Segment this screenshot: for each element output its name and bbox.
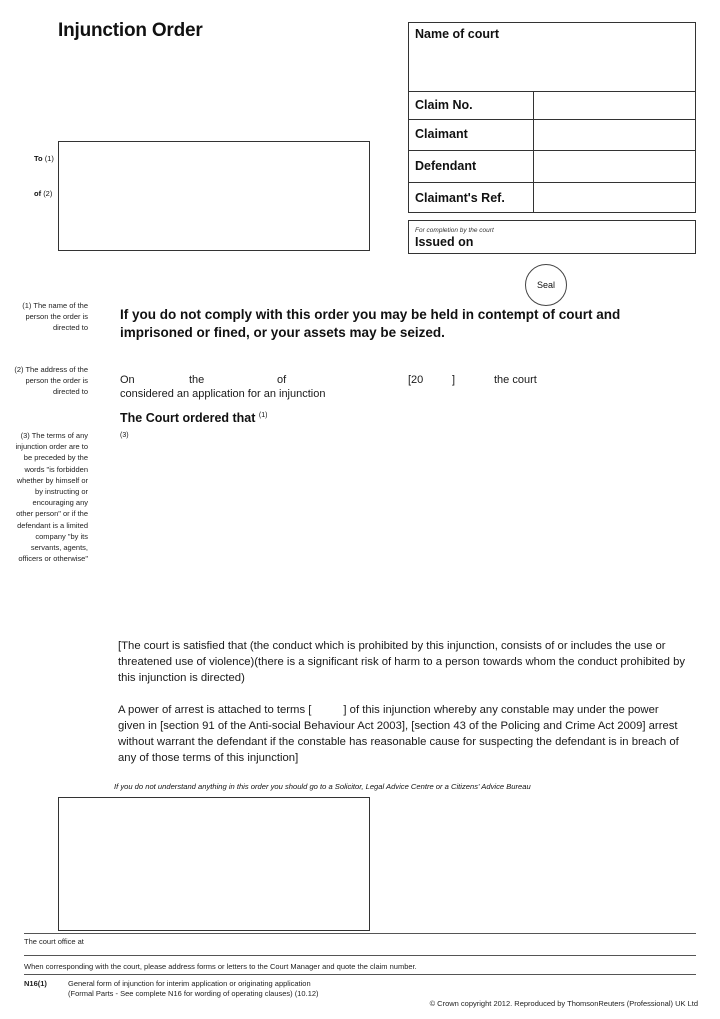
defendant-value-field[interactable]	[533, 151, 534, 182]
terms-marker: (3)	[120, 432, 129, 439]
footer-rule-3	[24, 974, 696, 975]
contempt-warning: If you do not comply with this order you may be held in contempt of court and imprisoned or fined, or your assets may be seized.	[120, 307, 621, 340]
claim-no-value-field[interactable]	[533, 92, 534, 119]
form-description-2: (Formal Parts - See complete N16 for wording of operating clauses) (10.12)	[68, 989, 319, 998]
claimants-ref-row	[409, 182, 695, 213]
issued-on-box[interactable]	[408, 220, 696, 254]
of-label-group	[34, 189, 52, 198]
application-on: On	[120, 374, 135, 386]
court-ordered-sup: (1)	[258, 411, 268, 419]
margin-note-3: (3) The terms of any injunction order are to be preceded by the words "is forbidden whether by himself or by instructing or encouraging any other person" or if the defendant is a limited company "by its servants, agents, officers or otherwise"	[15, 431, 88, 564]
court-ordered-heading	[120, 411, 267, 425]
application-year: [20	[408, 374, 424, 386]
to-label-group	[34, 154, 54, 163]
claimant-row	[409, 119, 695, 150]
application-bracket: ]	[452, 374, 456, 386]
of-marker: (2)	[43, 189, 53, 198]
court-ordered-text: The Court ordered that	[120, 411, 256, 425]
application-the: the	[189, 374, 205, 386]
advice-note: If you do not understand anything in this order you should go to a Solicitor, Legal Advice Centre or a Citizens' Advice Bureau	[114, 782, 531, 791]
claim-no-label: Claim No.	[415, 98, 473, 112]
form-description-1: General form of injunction for interim application or originating application	[68, 979, 311, 988]
defendant-row	[409, 150, 695, 182]
of-label: of	[34, 189, 42, 198]
recipient-box[interactable]	[58, 141, 370, 251]
form-code: N16(1)	[24, 979, 47, 988]
claimant-label: Claimant	[415, 127, 468, 141]
completion-note: For completion by the court	[415, 227, 494, 234]
form-title: Injunction Order	[58, 20, 203, 41]
copyright-notice: © Crown copyright 2012. Reproduced by ThomsonReuters (Professional) UK Ltd	[429, 999, 698, 1008]
to-label: To	[34, 154, 43, 163]
margin-note-2: (2) The address of the person the order is directed to	[14, 365, 88, 397]
margin-note-1: (1) The name of the person the order is directed to	[22, 301, 88, 333]
court-satisfied-paragraph: [The court is satisfied that (the conduct which is prohibited by this injunction, consists of or includes the use or threatened use of violence)(there is a significant risk of harm to a person towards whom the conduct prohibited by this injunction is directed)	[118, 640, 686, 684]
application-considered: considered an application for an injunction	[120, 388, 326, 400]
claim-no-row	[409, 91, 695, 119]
power-of-arrest-rest: ] of this injunction whereby any constable may under the power given in [section 91 of the Anti-social Behaviour Act 2003], [section 43 of the Policing and Crime Act 2009] arrest without warrant the defendant if the constable has reasonable cause for suspecting the defendant is in breach of any of those terms of this injunction]	[118, 704, 679, 764]
claimants-ref-label: Claimant's Ref.	[415, 191, 505, 205]
claimant-value-field[interactable]	[533, 120, 534, 150]
to-marker: (1)	[44, 154, 54, 163]
court-office-address-box[interactable]	[58, 797, 370, 931]
footer-rule-1	[24, 933, 696, 934]
court-office-label: The court office at	[24, 937, 84, 946]
court-details-table	[408, 22, 696, 213]
correspondence-note: When corresponding with the court, please address forms or letters to the Court Manager and quote the claim number.	[24, 962, 417, 971]
defendant-label: Defendant	[415, 159, 477, 173]
power-of-arrest-start: A power of arrest is attached to terms [	[118, 704, 312, 716]
application-of: of	[277, 374, 287, 386]
claimants-ref-value-field[interactable]	[533, 183, 534, 213]
issued-on-label: Issued on	[415, 235, 474, 249]
application-the-court: the court	[494, 374, 537, 386]
name-of-court-label: Name of court	[415, 27, 500, 41]
footer-rule-2	[24, 955, 696, 956]
power-of-arrest-paragraph	[118, 702, 688, 766]
seal-label: Seal	[536, 280, 555, 290]
court-seal	[525, 264, 567, 306]
order-terms-area[interactable]	[120, 446, 690, 626]
